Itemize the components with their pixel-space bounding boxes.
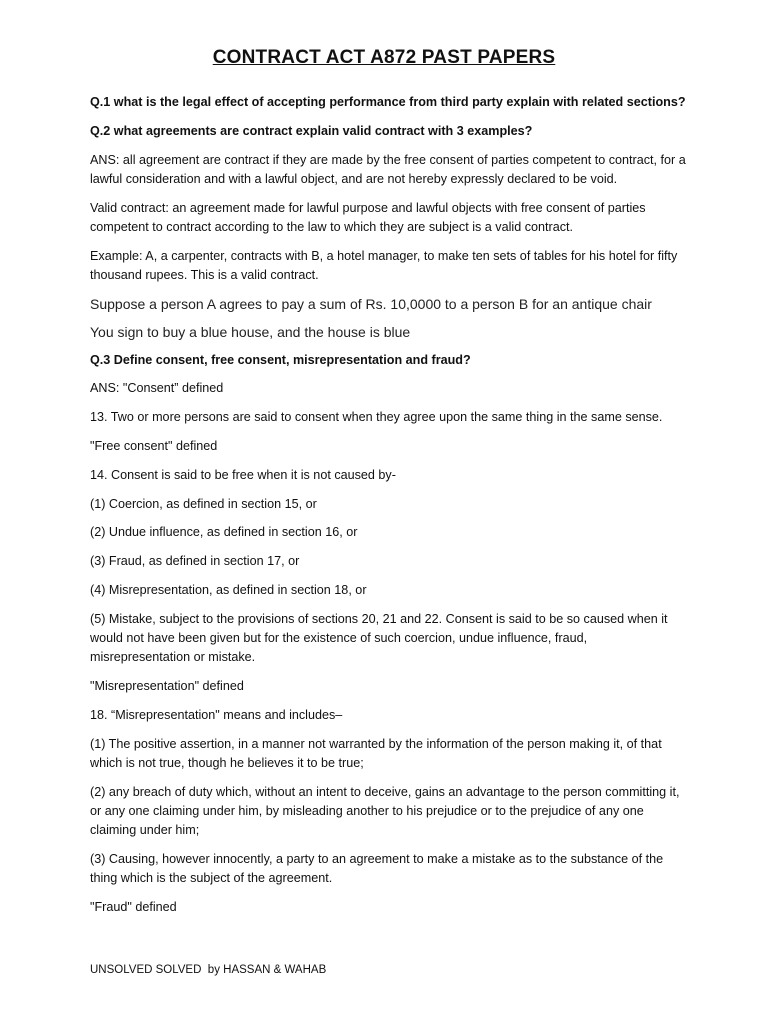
example-line: Suppose a person A agrees to pay a sum of Rs. 10,0000 to a person B for an antique chair — [90, 295, 652, 312]
question-2: Q.2 what agreements are contract explain valid contract with 3 examples? — [90, 123, 533, 138]
page-title: CONTRACT ACT A872 PAST PAPERS — [212, 47, 556, 68]
definition-heading: ANS: "Consent” defined — [90, 381, 224, 396]
section-paragraph: 14. Consent is said to be free when it is not caused by- — [90, 467, 396, 482]
question-3: Q.3 Define consent, free consent, misrepresentation and fraud? — [90, 352, 471, 367]
list-item: (1) The positive assertion, in a manner not warranted by the information of the person making it, of that which is not true, though he believes it to be true; — [90, 736, 662, 770]
definition-heading: "Misrepresentation" defined — [90, 678, 244, 693]
valid-contract-paragraph: Valid contract: an agreement made for lawful purpose and lawful objects with free consent of parties competent to contract according to the law to which they are subject is a valid contract. — [90, 200, 646, 234]
section-paragraph: 18. “Misrepresentation" means and includes– — [90, 707, 343, 722]
list-item: (2) any breach of duty which, without an intent to deceive, gains an advantage to the person committing it, or any one claiming under him, by misleading another to his prejudice or to the prejudice of any one claiming under him; — [90, 784, 680, 837]
question-1: Q.1 what is the legal effect of accepting performance from third party explain with related sections? — [90, 95, 686, 109]
list-item: (5) Mistake, subject to the provisions of sections 20, 21 and 22. Consent is said to be so caused when it would not have been given but for the existence of such coercion, undue influence, fraud, misrepresentation or mistake. — [90, 611, 668, 665]
list-item: (1) Coercion, as defined in section 15, or — [90, 496, 317, 511]
list-item: (4) Misrepresentation, as defined in section 18, or — [90, 582, 367, 597]
list-item: (3) Causing, however innocently, a party to an agreement to make a mistake as to the substance of the thing which is the subject of the agreement. — [90, 851, 664, 885]
example-paragraph: Example: A, a carpenter, contracts with B, a hotel manager, to make ten sets of tables for his hotel for fifty thousand rupees. This is a valid contract. — [90, 248, 678, 282]
section-paragraph: 13. Two or more persons are said to consent when they agree upon the same thing in the same sense. — [90, 410, 663, 425]
page-footer: UNSOLVED SOLVED by HASSAN & WAHAB — [90, 964, 327, 976]
answer-paragraph: ANS: all agreement are contract if they are made by the free consent of parties competent to contract, for a lawful consideration and with a lawful object, and are not hereby expressly declared to be void. — [90, 152, 686, 186]
list-item: (2) Undue influence, as defined in section 16, or — [90, 525, 358, 540]
example-line: You sign to buy a blue house, and the house is blue — [90, 323, 411, 340]
definition-heading: "Fraud" defined — [90, 899, 177, 914]
definition-heading: "Free consent" defined — [90, 438, 218, 453]
list-item: (3) Fraud, as defined in section 17, or — [90, 554, 300, 569]
document-body — [90, 93, 690, 927]
